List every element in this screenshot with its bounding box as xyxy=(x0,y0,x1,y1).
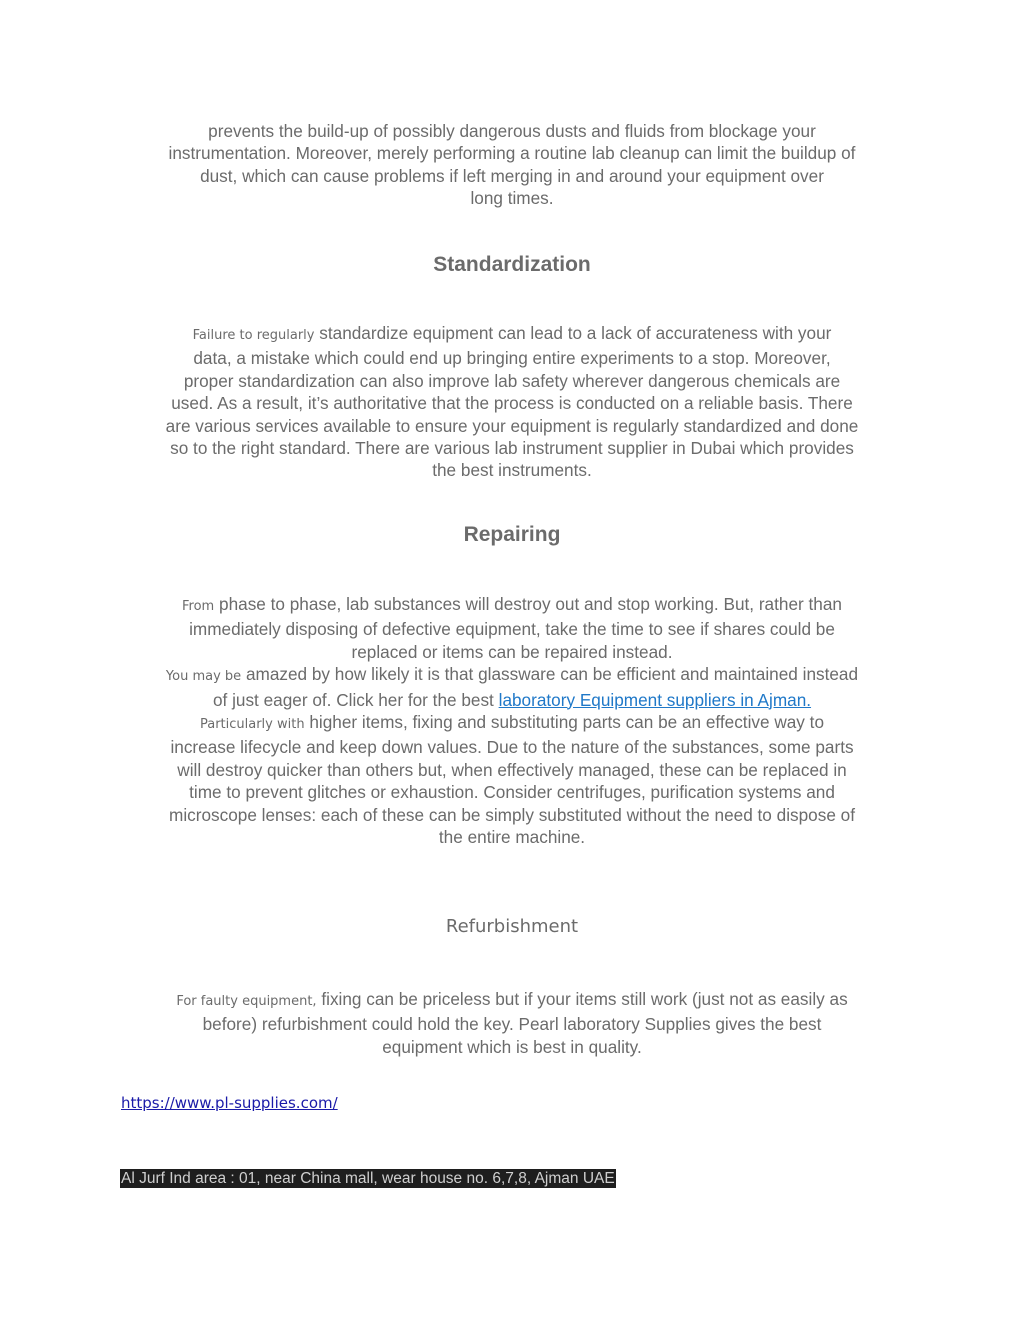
refurbishment-line: fixing can be priceless but if your items still work (just not as easily as xyxy=(321,989,848,1009)
intro-line: instrumentation. Moreover, merely performing a routine lab cleanup can limit the buildup of xyxy=(168,143,856,164)
standardization-line: used. As a result, it’s authoritative that the process is conducted on a reliable basis. There xyxy=(171,393,853,414)
intro-paragraph xyxy=(116,120,908,210)
standardization-heading: Standardization xyxy=(433,253,591,276)
address-text: Al Jurf Ind area : 01, near China mall, wear house no. 6,7,8, Ajman UAE xyxy=(121,1170,615,1187)
refurbishment-paragraph xyxy=(116,988,908,1058)
standardization-line: the best instruments. xyxy=(432,460,592,481)
refurbishment-line: before) refurbishment could hold the key. Pearl laboratory Supplies gives the best xyxy=(202,1014,822,1035)
repairing-lead: You may be xyxy=(165,669,242,685)
refurbishment-heading: Refurbishment xyxy=(445,916,579,937)
repairing-line: microscope lenses: each of these can be simply substituted without the need to dispose of xyxy=(169,804,855,825)
repairing-line: replaced or items can be repaired instead. xyxy=(351,641,673,662)
repairing-line: phase to phase, lab substances will destroy out and stop working. But, rather than xyxy=(219,594,842,614)
repairing-heading: Repairing xyxy=(463,523,561,546)
standardization-line: data, a mistake which could end up bringing entire experiments to a stop. Moreover, xyxy=(193,348,831,369)
website-link[interactable]: https://www.pl-supplies.com/ xyxy=(121,1094,338,1112)
intro-line: prevents the build-up of possibly dangerous dusts and fluids from blockage your xyxy=(208,121,816,141)
refurbishment-line: equipment which is best in quality. xyxy=(382,1036,642,1057)
refurbishment-lead: For faulty equipment, xyxy=(176,994,317,1009)
standardization-paragraph xyxy=(116,322,908,482)
repairing-paragraph xyxy=(116,593,908,848)
repairing-line: increase lifecycle and keep down values. Due to the nature of the substances, some parts xyxy=(170,737,854,758)
repairing-line: the entire machine. xyxy=(438,827,586,848)
repairing-line: of just eager of. Click her for the best xyxy=(212,689,494,710)
suppliers-ajman-link[interactable]: laboratory Equipment suppliers in Ajman. xyxy=(498,689,812,710)
repairing-line: immediately disposing of defective equipment, take the time to see if shares could be xyxy=(189,619,835,640)
repairing-line: higher items, fixing and substituting parts can be an effective way to xyxy=(309,712,825,733)
intro-line: dust, which can cause problems if left merging in and around your equipment over xyxy=(200,165,824,186)
repairing-line: amazed by how likely it is that glassware can be efficient and maintained instead xyxy=(245,664,859,685)
standardization-line: standardize equipment can lead to a lack of accurateness with your xyxy=(319,323,832,343)
repairing-lead: From xyxy=(182,599,215,614)
standardization-line: so to the right standard. There are various lab instrument supplier in Dubai which provides xyxy=(170,438,854,459)
intro-line: long times. xyxy=(470,188,554,209)
repairing-line: time to prevent glitches or exhaustion. Consider centrifuges, purification systems and xyxy=(189,782,835,803)
standardization-lead: Failure to regularly xyxy=(192,328,315,343)
standardization-line: proper standardization can also improve lab safety wherever dangerous chemicals are xyxy=(183,370,841,391)
repairing-line: will destroy quicker than others but, when effectively managed, these can be replaced in xyxy=(177,759,847,780)
standardization-line: are various services available to ensure your equipment is regularly standardized and done xyxy=(165,415,859,436)
repairing-lead: Particularly with xyxy=(199,717,305,733)
